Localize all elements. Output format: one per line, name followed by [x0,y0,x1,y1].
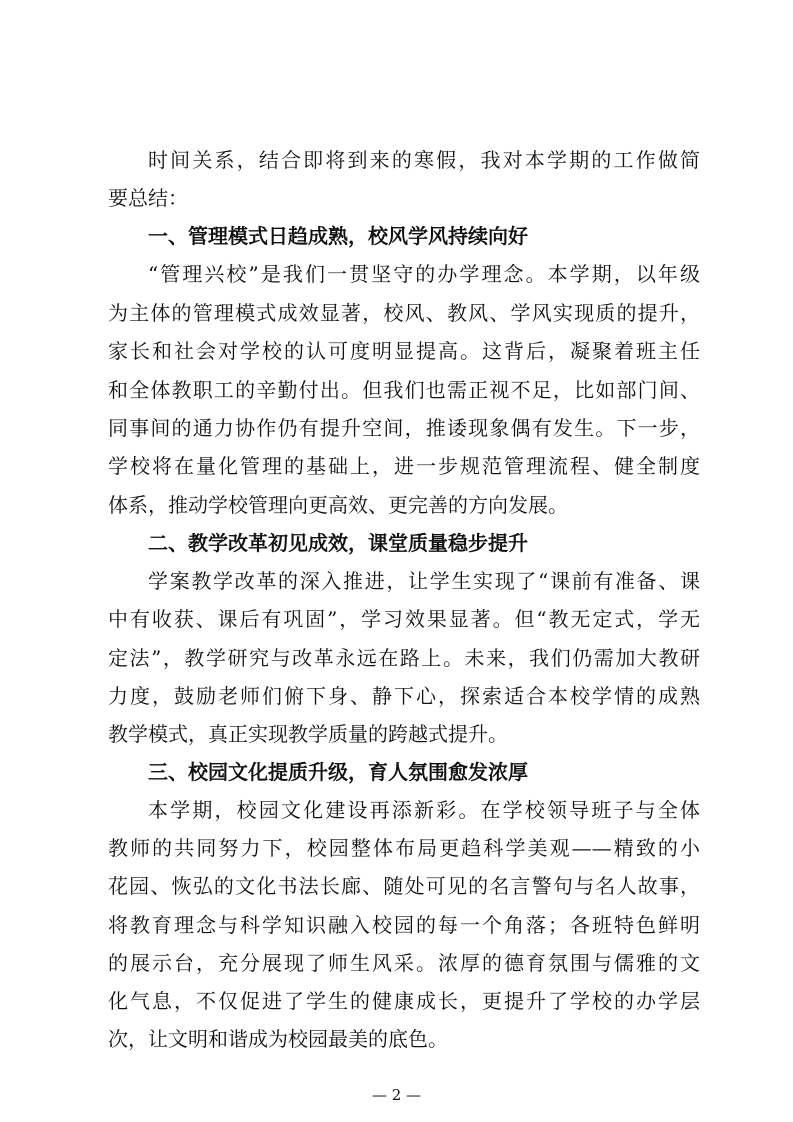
paragraph-line: 教师的共同努力下，校园整体布局更趋科学美观——精致的小 [108,836,700,860]
paragraph-line: “管理兴校”是我们一贯坚守的办学理念。本学期，以年级 [148,262,700,286]
paragraph-line: 要总结： [108,186,188,210]
paragraph-line: 家长和社会对学校的认可度明显提高。这背后，凝聚着班主任 [108,339,700,363]
paragraph-line: 时间关系，结合即将到来的寒假，我对本学期的工作做简 [148,148,700,172]
paragraph-line: 教学模式，真正实现教学质量的跨越式提升。 [108,722,508,746]
paragraph-line: 为主体的管理模式成效显著，校风、教风、学风实现质的提升， [108,301,700,325]
section-heading: 三、校园文化提质升级，育人氛围愈发浓厚 [148,760,528,784]
paragraph-line: 和全体教职工的辛勤付出。但我们也需正视不足，比如部门间、 [108,378,700,402]
paragraph-line: 体系，推动学校管理向更高效、更完善的方向发展。 [108,493,568,517]
page-number: — 2 — [371,1086,422,1104]
paragraph-line: 力度，鼓励老师们俯下身、静下心，探索适合本校学情的成熟 [108,684,700,708]
paragraph-line: 同事间的通力协作仍有提升空间，推诿现象偶有发生。下一步， [108,416,700,440]
paragraph-line: 学案教学改革的深入推进，让学生实现了“课前有准备、课 [148,569,700,593]
paragraph-line: 次，让文明和谐成为校园最美的底色。 [108,1027,448,1051]
paragraph-line: 将教育理念与科学知识融入校园的每一个角落；各班特色鲜明 [108,913,700,937]
paragraph-line: 花园、恢弘的文化书法长廊、随处可见的名言警句与名人故事， [108,874,700,898]
paragraph-line: 化气息，不仅促进了学生的健康成长，更提升了学校的办学层 [108,989,700,1013]
section-heading: 二、教学改革初见成效，课堂质量稳步提升 [148,531,528,555]
section-heading: 一、管理模式日趋成熟，校风学风持续向好 [148,224,528,248]
paragraph-line: 的展示台，充分展现了师生风采。浓厚的德育氛围与儒雅的文 [108,951,700,975]
paragraph-line: 定法”，教学研究与改革永远在路上。未来，我们仍需加大教研 [108,646,700,670]
paragraph-line: 本学期，校园文化建设再添新彩。在学校领导班子与全体 [148,798,700,822]
paragraph-line: 中有收获、课后有巩固”，学习效果显著。但“教无定式，学无 [108,607,700,631]
paragraph-line: 学校将在量化管理的基础上，进一步规范管理流程、健全制度 [108,454,700,478]
